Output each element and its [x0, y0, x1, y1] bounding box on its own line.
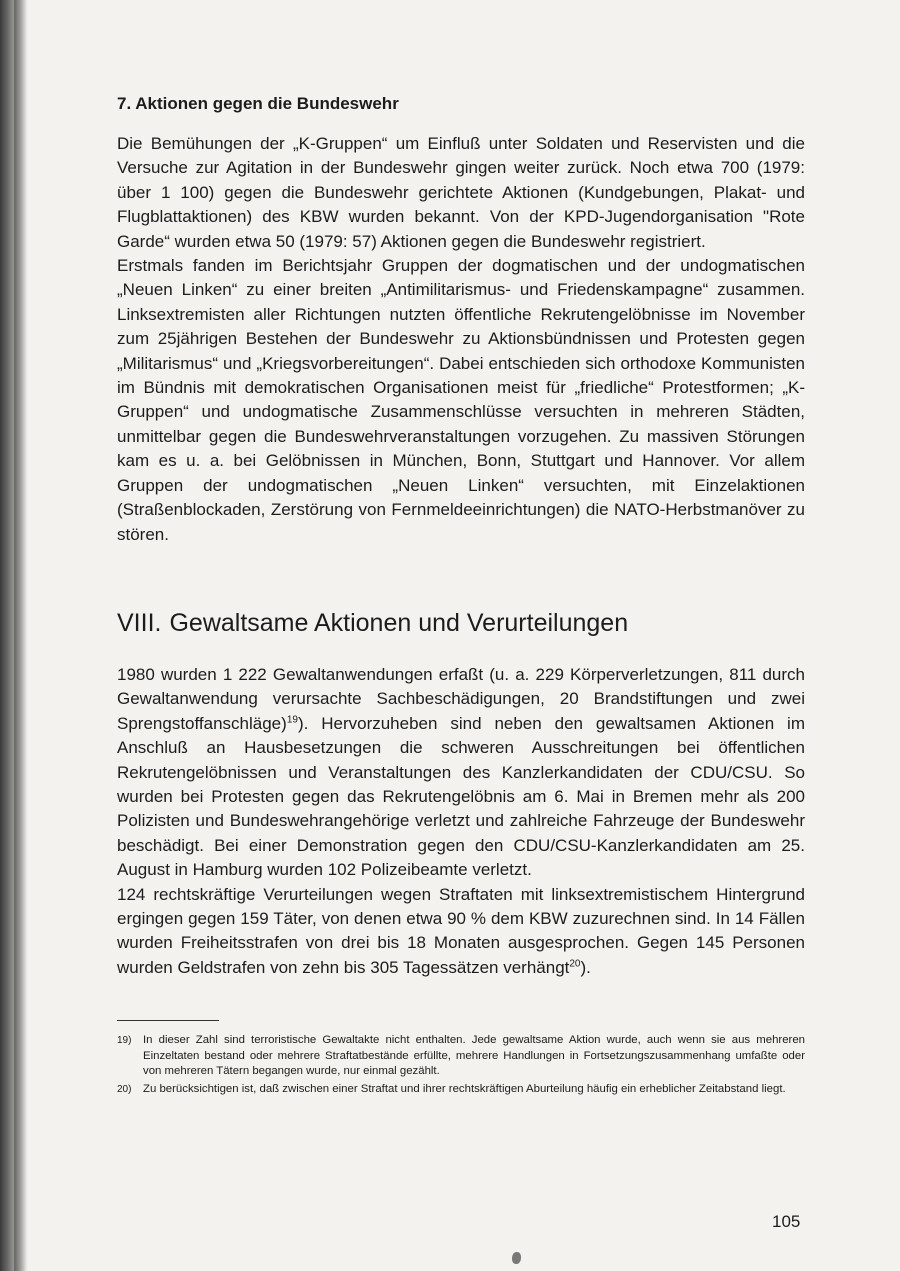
- section-paragraph-1: Die Bemühungen der „K-Gruppen“ um Einfluß unter Soldaten und Reservisten und die Versuche zur Agitation in der Bundeswehr gingen weiter zurück. Noch etwa 700 (1979: über 1 100) gegen die Bundeswehr gerichtete Aktionen (Kundgebungen, Plakat- und Flugblattaktionen) des KBW wurden bekannt. Von der KPD-Jugendorganisation "Rote Garde“ wurden etwa 50 (1979: 57) Aktionen gegen die Bundeswehr registriert.: [117, 134, 805, 251]
- page-content: [117, 92, 805, 1100]
- footnote-divider: [117, 1020, 219, 1021]
- section-heading: 7. Aktionen gegen die Bundeswehr: [117, 94, 399, 113]
- footnote-ref-20[interactable]: 20: [569, 958, 581, 970]
- footnote-marker: 19): [117, 1035, 132, 1047]
- ink-smudge: [512, 1252, 521, 1264]
- chapter-number: VIII.: [117, 608, 162, 637]
- page-number: 105: [772, 1212, 801, 1231]
- chapter-heading: [117, 607, 805, 639]
- chapter-paragraph-2: [117, 883, 805, 981]
- book-gutter: [14, 0, 28, 1271]
- chapter-paragraph-1-rest: ). Hervorzuheben sind neben den gewaltsamen Aktionen im Anschluß an Hausbesetzungen die schweren Ausschreitungen bei öffentlichen Rekrutengelöbnissen und Veranstaltungen des Kanzlerkandidaten der CDU/CSU. So wurden bei Protesten gegen das Rekrutengelöbnis am 6. Mai in Bremen mehr als 200 Polizisten und Bundeswehrangehörige verletzt und zahlreiche Fahrzeuge der Bundeswehr beschädigt. Bei einer Demonstration gegen den CDU/CSU-Kanzlerkandidaten am 25. August in Hamburg wurden 102 Polizeibeamte verletzt.: [117, 713, 805, 880]
- chapter-paragraph-1: [117, 663, 805, 883]
- chapter-title: Gewaltsame Aktionen und Verurteilungen: [169, 608, 629, 637]
- footnote-text: Zu berücksichtigen ist, daß zwischen einer Straftat und ihrer rechtskräftigen Aburteilung häufig ein erheblicher Zeitabstand liegt.: [143, 1082, 786, 1095]
- chapter-paragraph-2-rest: ).: [580, 957, 591, 977]
- footnote-20: [117, 1082, 805, 1098]
- chapter-paragraph-2-text: 124 rechtskräftige Verurteilungen wegen Straftaten mit linksextremistischem Hintergrund ergingen gegen 159 Täter, von denen etwa 90 % dem KBW zuzurechnen sind. In 14 Fällen wurden Freiheitsstrafen von drei bis 18 Monaten ausgesprochen. Gegen 145 Personen wurden Geldstrafen von zehn bis 305 Tagessätzen verhängt: [117, 884, 805, 977]
- chapter-paragraph-1-text: 1980 wurden 1 222 Gewaltanwendungen erfaßt (u. a. 229 Körperverletzungen, 811 durch Gewaltanwendung verursachte Sachbeschädigungen, 20 Brandstiftungen und zwei Sprengstoffanschläge): [117, 664, 805, 733]
- footnote-marker: 20): [117, 1083, 132, 1095]
- footnote-ref-19[interactable]: 19: [286, 714, 298, 726]
- footnote-text: In dieser Zahl sind terroristische Gewaltakte nicht enthalten. Jede gewaltsame Aktion wurde, auch wenn sie aus mehreren Einzeltaten bestand oder mehrere Straftatbestände erfüllte, mehrere Handlungen in Fortsetzungszusammenhang umfaßte oder von mehreren Tätern begangen wurde, nur einmal gezählt.: [143, 1034, 805, 1078]
- section-paragraph-2: Erstmals fanden im Berichtsjahr Gruppen der dogmatischen und der undogmatischen „Neuen Linken“ zu einer breiten „Antimilitarismus- und Friedenskampagne“ zusammen. Linksextremisten aller Richtungen nutzten öffentliche Rekrutengelöbnisse im November zum 25jährigen Bestehen der Bundeswehr zu Aktionsbündnissen und Protesten gegen „Militarismus“ und „Kriegsvorbereitungen“. Dabei entschieden sich orthodoxe Kommunisten im Bündnis mit demokratischen Organisationen meist für „friedliche“ Protestformen; „K-Gruppen“ und undogmatische Zusammenschlüsse versuchten in mehreren Städten, unmittelbar gegen die Bundeswehrveranstaltungen vorzugehen. Zu massiven Störungen kam es u. a. bei Gelöbnissen in München, Bonn, Stuttgart und Hannover. Vor allem Gruppen der undogmatischen „Neuen Linken“ versuchten, mit Einzelaktionen (Straßenblockaden, Zerstörung von Fernmeldeeinrichtungen) die NATO-Herbstmanöver zu stören.: [117, 256, 805, 544]
- footnote-19: [117, 1033, 805, 1080]
